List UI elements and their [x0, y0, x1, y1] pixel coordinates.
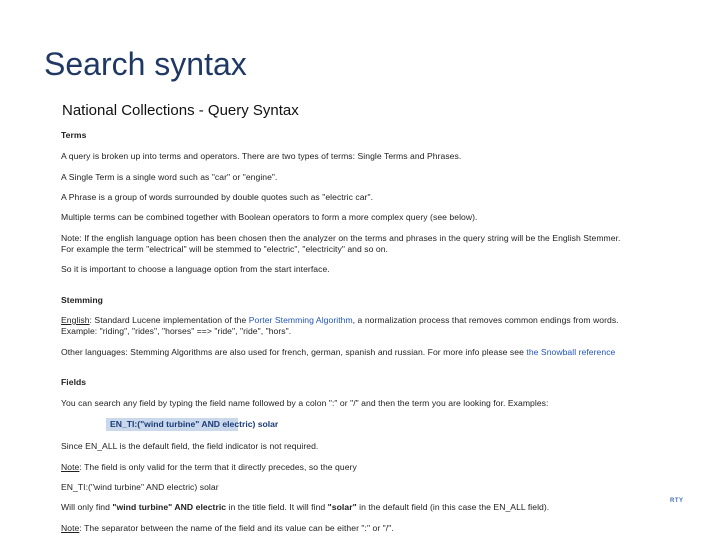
stemming-other-languages	[61, 347, 615, 358]
terms-paragraph-6: So it is important to choose a language option from the start interface.	[61, 264, 330, 274]
fields-paragraph-3	[61, 502, 549, 513]
stemming-example: Example: "riding", "rides", "horses" ==> "ride", "ride", "hors".	[61, 326, 292, 336]
terms-paragraph-4: Multiple terms can be combined together with Boolean operators to form a more complex query (see below).	[61, 212, 478, 222]
fields-note-1	[61, 462, 357, 473]
english-label: English	[61, 315, 90, 325]
fields-p3-post: in the default field (in this case the EN_ALL field).	[356, 502, 550, 512]
fields-p3-bold-1: "wind turbine" AND electric	[112, 502, 227, 512]
fields-note-2	[61, 523, 394, 534]
note2-label: Note	[61, 523, 80, 533]
fields-p3-pre: Will only find	[61, 502, 113, 512]
embedded-document-screenshot	[56, 96, 666, 540]
fields-heading: Fields	[61, 377, 87, 387]
terms-paragraph-3: A Phrase is a group of words surrounded by double quotes such as "electric car".	[61, 192, 374, 202]
slide-title: Search syntax	[44, 46, 247, 82]
terms-note-line-2: For example the term "electrical" will be stemmed to "electric", "electricity" and so on.	[61, 244, 388, 254]
fields-query-example: EN_TI:("wind turbine" AND electric) solar	[61, 482, 219, 492]
english-text-pre: : Standard Lucene implementation of the	[89, 315, 249, 325]
document-title: National Collections - Query Syntax	[62, 102, 299, 119]
terms-paragraph-1: A query is broken up into terms and operators. There are two types of terms: Single Terms and Phrases.	[61, 151, 462, 161]
note-text: : The field is only valid for the term that it directly precedes, so the query	[79, 462, 357, 472]
terms-heading: Terms	[61, 130, 87, 140]
fields-p3-mid: in the title field. It will find	[226, 502, 328, 512]
other-languages-text: Other languages: Stemming Algorithms are also used for french, german, spanish and russian. For more info please see	[61, 347, 527, 357]
fields-paragraph-2: Since EN_ALL is the default field, the field indicator is not required.	[61, 441, 319, 451]
fields-p3-bold-2: "solar"	[327, 502, 357, 512]
corner-logo: RTY	[670, 498, 684, 504]
note2-text: : The separator between the name of the field and its value can be either ":" or "/".	[79, 523, 394, 533]
stemming-english-line	[61, 315, 619, 326]
fields-paragraph-1: You can search any field by typing the field name followed by a colon ":" or "/" and then the term you are looking for. Examples:	[61, 398, 549, 408]
note-label: Note	[61, 462, 80, 472]
terms-paragraph-2: A Single Term is a single word such as "car" or "engine".	[61, 172, 278, 182]
english-text-post: , a normalization process that removes common endings from words.	[352, 315, 619, 325]
stemming-heading: Stemming	[61, 295, 103, 305]
snowball-reference-link[interactable]: the Snowball reference	[526, 347, 616, 357]
terms-note-line-1: Note: If the english language option has been chosen then the analyzer on the terms and phrases in the query string will be the English Stemmer.	[61, 233, 621, 243]
code-example: EN_TI:("wind turbine" AND electric) solar	[110, 419, 279, 429]
porter-algorithm-link[interactable]: Porter Stemming Algorithm	[248, 315, 353, 325]
